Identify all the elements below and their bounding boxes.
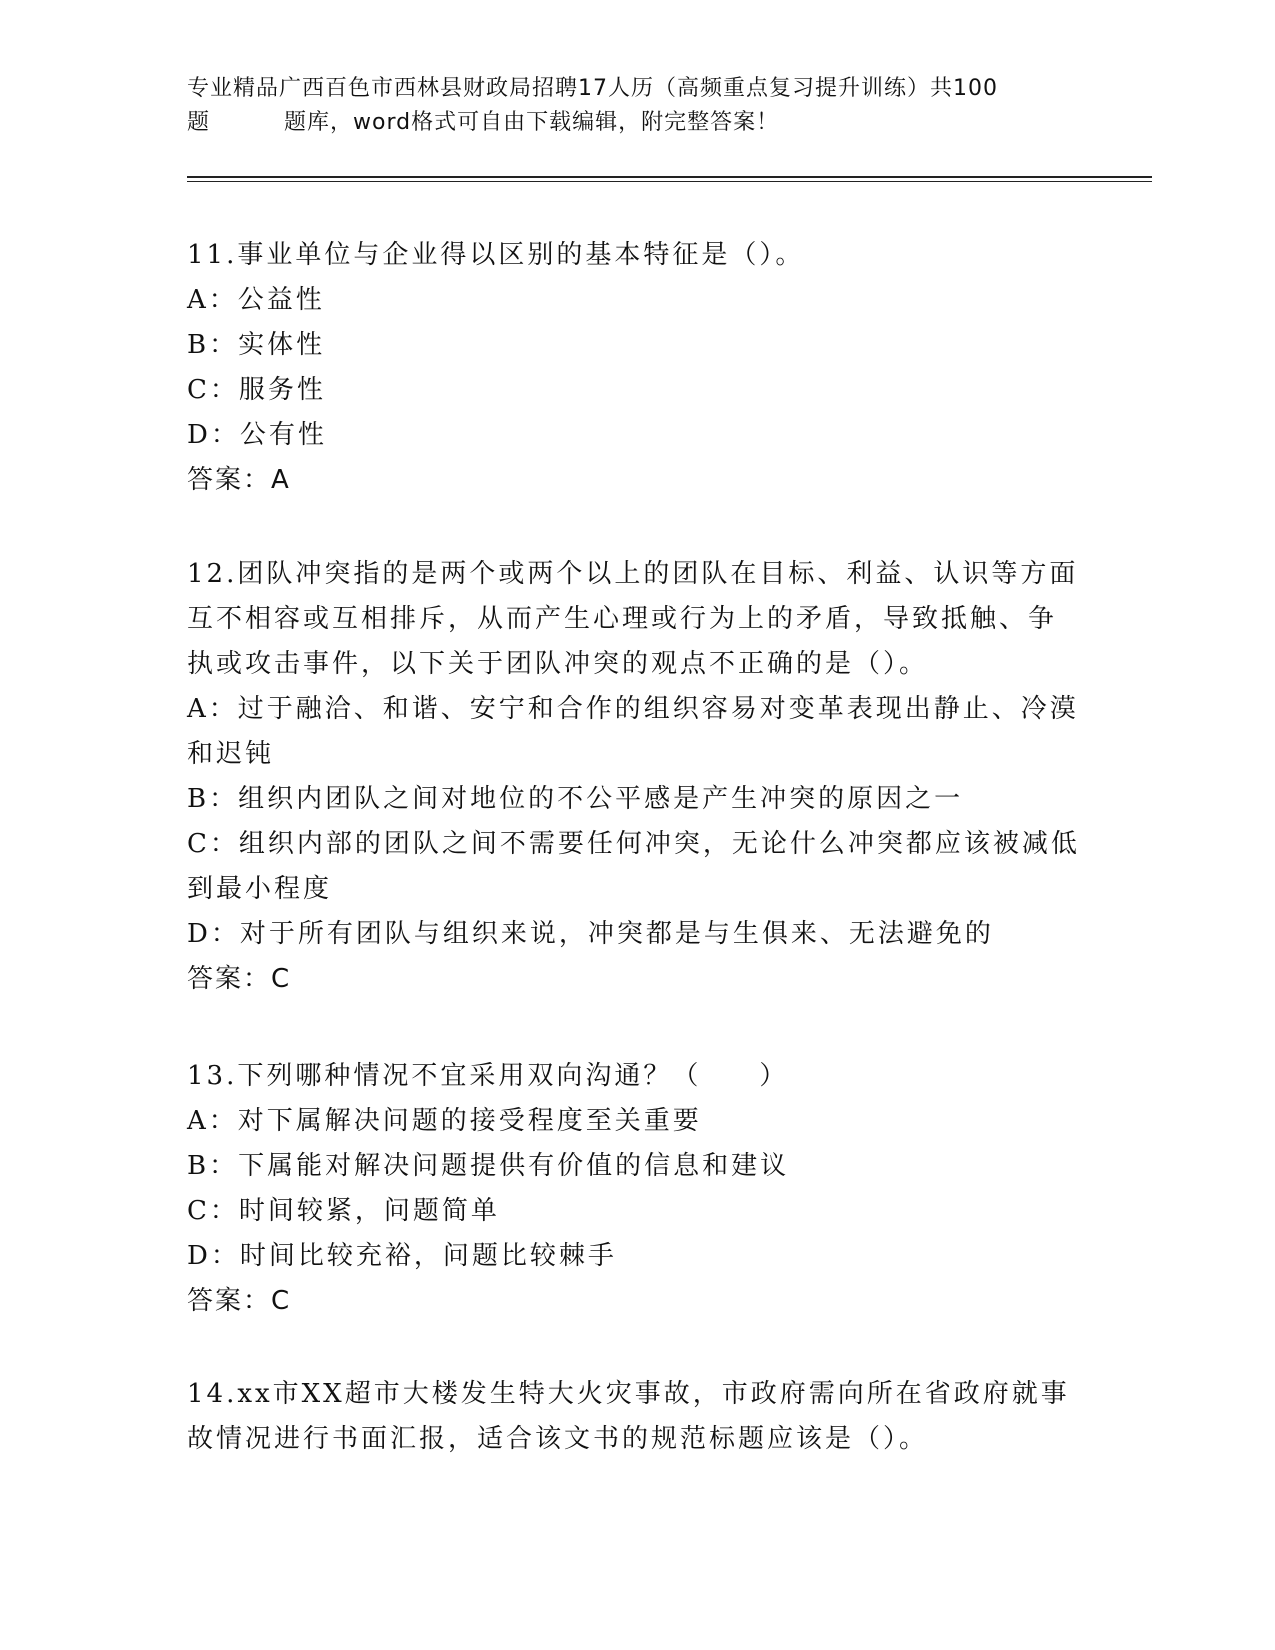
answer: 答案：C (187, 1286, 292, 1316)
option-a: A：过于融洽、和谐、安宁和合作的组织容易对变革表现出静止、冷漠 (187, 694, 1079, 724)
option-a-continued: 和迟钝 (187, 739, 275, 769)
header-divider-thick (187, 176, 1152, 178)
document-header (187, 72, 1087, 140)
question-stem: 故情况进行书面汇报，适合该文书的规范标题应该是（）。 (187, 1424, 929, 1454)
question-stem: 互不相容或互相排斥，从而产生心理或行为上的矛盾，导致抵触、争 (187, 604, 1058, 634)
option-c: C：时间较紧，问题简单 (187, 1196, 500, 1226)
header-title-line2 (187, 106, 1087, 140)
question-stem: 执或攻击事件，以下关于团队冲突的观点不正确的是（）。 (187, 649, 929, 679)
answer: 答案：A (187, 465, 291, 495)
answer: 答案：C (187, 964, 292, 994)
option-c: C：服务性 (187, 375, 326, 405)
question-stem: 11.事业单位与企业得以区别的基本特征是（）。 (187, 240, 805, 270)
option-d: D：对于所有团队与组织来说，冲突都是与生俱来、无法避免的 (187, 919, 994, 949)
question-stem: 12.团队冲突指的是两个或两个以上的团队在目标、利益、认识等方面 (187, 559, 1079, 589)
header-divider-thin (187, 181, 1152, 182)
option-d: D：公有性 (187, 420, 327, 450)
option-b: B：下属能对解决问题提供有价值的信息和建议 (187, 1151, 790, 1181)
option-b: B：实体性 (187, 330, 326, 360)
question-12 (187, 552, 1087, 1002)
option-d: D：时间比较充裕，问题比较棘手 (187, 1241, 617, 1271)
question-13 (187, 1054, 1087, 1324)
option-c: C：组织内部的团队之间不需要任何冲突，无论什么冲突都应该被减低 (187, 829, 1080, 859)
header-title-line1: 专业精品广西百色市西林县财政局招聘17人历（高频重点复习提升训练）共100 (187, 76, 998, 101)
header-gap (210, 106, 284, 140)
option-a: A：公益性 (187, 285, 325, 315)
question-stem: 14.xx市XX超市大楼发生特大火灾事故，市政府需向所在省政府就事 (187, 1379, 1070, 1409)
header-title-line2-left: 题 (187, 110, 211, 135)
question-14 (187, 1372, 1087, 1462)
question-stem: 13.下列哪种情况不宜采用双向沟通？（ ） (187, 1061, 789, 1091)
question-11 (187, 233, 1087, 503)
option-c-continued: 到最小程度 (187, 874, 333, 904)
option-a: A：对下属解决问题的接受程度至关重要 (187, 1106, 702, 1136)
header-title-line2-right: 题库，word格式可自由下载编辑，附完整答案！ (284, 110, 780, 135)
option-b: B：组织内团队之间对地位的不公平感是产生冲突的原因之一 (187, 784, 964, 814)
